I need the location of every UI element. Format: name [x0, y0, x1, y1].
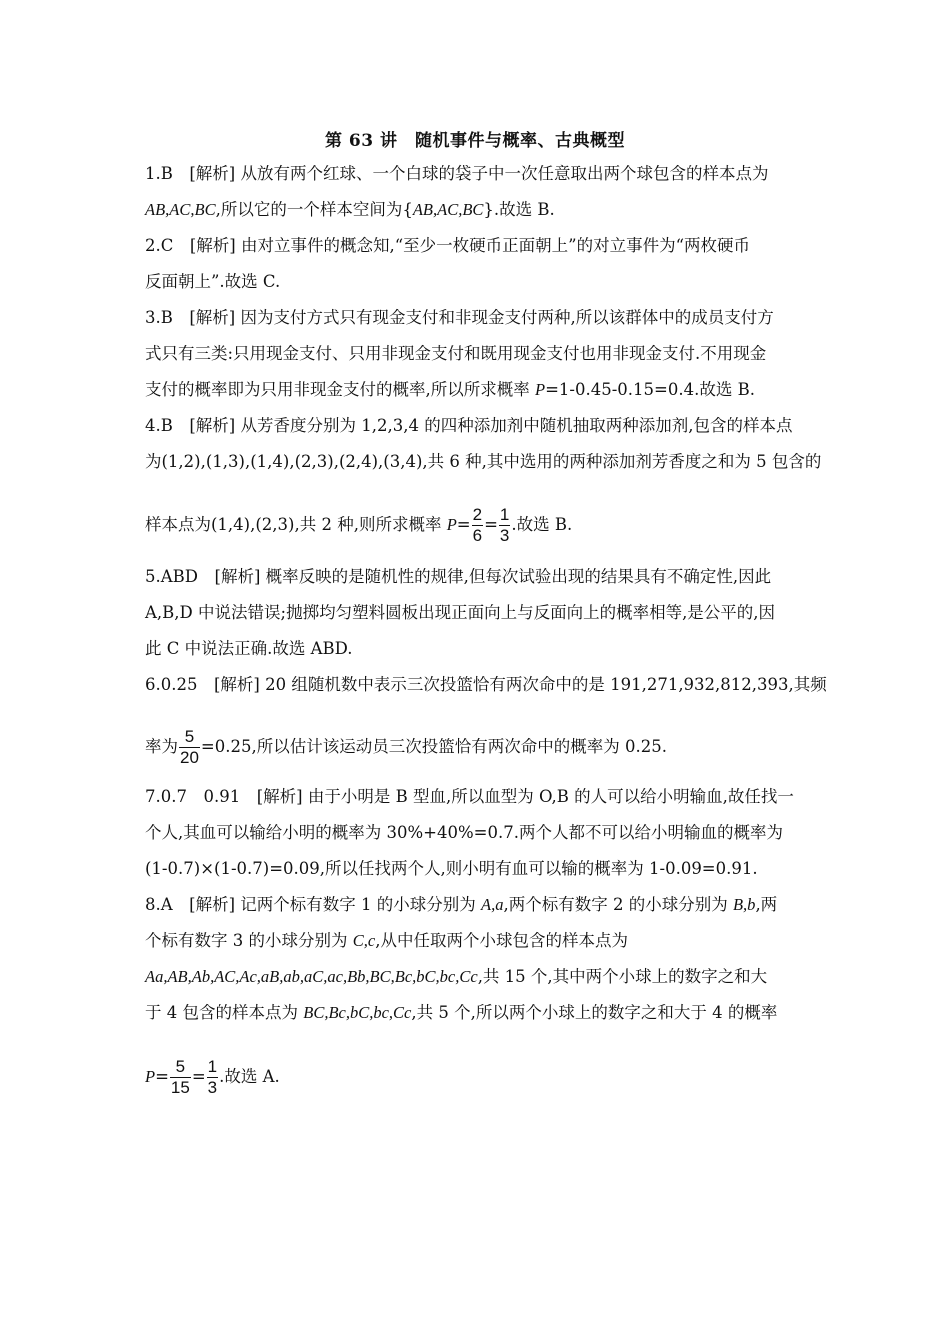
answer-1-line-1: [145, 163, 769, 185]
answer-3-line-1: [145, 307, 774, 329]
numerator: 5: [170, 1057, 191, 1078]
text: 此 C 中说法正确.故选 ABD.: [145, 639, 353, 658]
italic-text: B,b: [732, 895, 756, 914]
text: }.故选 B.: [483, 200, 555, 219]
italic-text: P: [145, 1067, 156, 1086]
fraction: [472, 505, 483, 546]
answer-7-line-1: [145, 786, 794, 808]
italic-text: BC,Bc,bC,bc,Cc: [303, 1003, 412, 1022]
text: ,共 5 个,所以两个小球上的数字之和大于 4 的概率: [411, 1003, 778, 1022]
text: 个人,其血可以输给小明的概率为 30%+40%=0.7.两个人都不可以给小明输血的概率为: [145, 823, 783, 842]
italic-text: AB,AC,BC: [412, 200, 484, 219]
text: ,两: [755, 895, 778, 914]
answer-7-line-3: [145, 858, 758, 880]
text: 4.B [解析] 从芳香度分别为 1,2,3,4 的四种添加剂中随机抽取两种添加剂,包含的样本点: [145, 416, 793, 435]
text: 6.0.25 [解析] 20 组随机数中表示三次投篮恰有两次命中的是 191,271,932,812,393,其频: [145, 675, 827, 694]
answer-4-line-3: [145, 505, 572, 546]
text: =0.25,所以估计该运动员三次投篮恰有两次命中的概率为 0.25.: [200, 737, 667, 756]
answer-5-line-2: [145, 602, 775, 624]
text: 于 4 包含的样本点为: [145, 1003, 304, 1022]
text: ,两个标有数字 2 的小球分别为: [503, 895, 733, 914]
text: .故选 A.: [219, 1067, 280, 1086]
denominator: 15: [170, 1078, 190, 1097]
text: 样本点为(1,4),(2,3),共 2 种,则所求概率: [145, 515, 447, 534]
italic-text: C,c: [352, 931, 376, 950]
text: ,共 15 个,其中两个小球上的数字之和大: [477, 967, 768, 986]
text: =: [191, 1067, 206, 1086]
text: 个标有数字 3 的小球分别为: [145, 931, 353, 950]
text: =1-0.45-0.15=0.4.故选 B.: [545, 380, 755, 399]
text: =: [456, 515, 471, 534]
answer-7-line-2: [145, 822, 783, 844]
text: 支付的概率即为只用非现金支付的概率,所以所求概率: [145, 380, 535, 399]
numerator: 5: [179, 727, 200, 748]
answer-6-line-1: [145, 674, 827, 696]
answer-8-line-1: [145, 894, 777, 916]
text: 8.A [解析] 记两个标有数字 1 的小球分别为: [145, 895, 482, 914]
answer-5-line-3: [145, 638, 353, 660]
italic-text: A,a: [481, 895, 504, 914]
text: 3.B [解析] 因为支付方式只有现金支付和非现金支付两种,所以该群体中的成员支付方: [145, 308, 774, 327]
answer-3-line-3: [145, 379, 755, 401]
fraction: [499, 505, 510, 546]
denominator: 6: [472, 526, 483, 545]
text: 率为: [145, 737, 178, 756]
text: 7.0.7 0.91 [解析] 由于小明是 B 型血,所以血型为 O,B 的人可以给小明输血,故任找一: [145, 787, 794, 806]
text: 为(1,2),(1,3),(1,4),(2,3),(2,4),(3,4),共 6 种,其中选用的两种添加剂芳香度之和为 5 包含的: [145, 452, 822, 471]
answer-3-line-2: [145, 343, 766, 365]
denominator: 3: [499, 526, 510, 545]
text: =: [155, 1067, 169, 1086]
text: =: [484, 515, 498, 534]
text: (1-0.7)×(1-0.7)=0.09,所以任找两个人,则小明有血可以输的概率为 1-0.09=0.91.: [145, 859, 758, 878]
answer-1-line-2: [145, 199, 555, 221]
answer-8-line-2: [145, 930, 628, 952]
answer-2-line-1: [145, 235, 750, 257]
text: ,所以它的一个样本空间为{: [215, 200, 413, 219]
answer-4-line-2: [145, 451, 821, 473]
answer-8-line-5: [145, 1057, 280, 1098]
fraction: [207, 1057, 218, 1098]
text: 5.ABD [解析] 概率反映的是随机性的规律,但每次试验出现的结果具有不确定性,因此: [145, 567, 772, 586]
answer-5-line-1: [145, 566, 771, 588]
answer-8-line-4: [145, 1002, 777, 1024]
text: A,B,D 中说法错误;抛掷均匀塑料圆板出现正面向上与反面向上的概率相等,是公平的,因: [145, 603, 776, 622]
fraction: [179, 727, 200, 768]
denominator: 20: [180, 748, 199, 767]
text: .故选 B.: [511, 515, 573, 534]
numerator: 1: [499, 505, 510, 524]
numerator: 1: [207, 1057, 218, 1076]
text: 2.C [解析] 由对立事件的概念知,“至少一枚硬币正面朝上”的对立事件为“两枚硬币: [145, 236, 751, 255]
denominator: 3: [207, 1078, 218, 1097]
text: 反面朝上”.故选 C.: [145, 272, 281, 291]
answer-8-line-3: [145, 966, 767, 988]
answer-6-line-2: [145, 727, 667, 768]
text: 1.B [解析] 从放有两个红球、一个白球的袋子中一次任意取出两个球包含的样本点为: [145, 164, 769, 183]
italic-text: P: [446, 515, 457, 534]
fraction: [170, 1057, 191, 1098]
italic-text: Aa,AB,Ab,AC,Ac,aB,ab,aC,ac,Bb,BC,Bc,bC,bc,Cc: [145, 967, 478, 986]
answer-4-line-1: [145, 415, 792, 437]
italic-text: AB,AC,BC: [145, 200, 216, 219]
page-title: 第 63 讲 随机事件与概率、古典概型: [325, 131, 625, 151]
italic-text: P: [535, 380, 546, 399]
answer-2-line-2: [145, 271, 280, 293]
text: 式只有三类:只用现金支付、只用非现金支付和既用现金支付也用非现金支付.不用现金: [145, 344, 767, 363]
numerator: 2: [472, 505, 483, 524]
text: ,从中任取两个小球包含的样本点为: [375, 931, 628, 950]
